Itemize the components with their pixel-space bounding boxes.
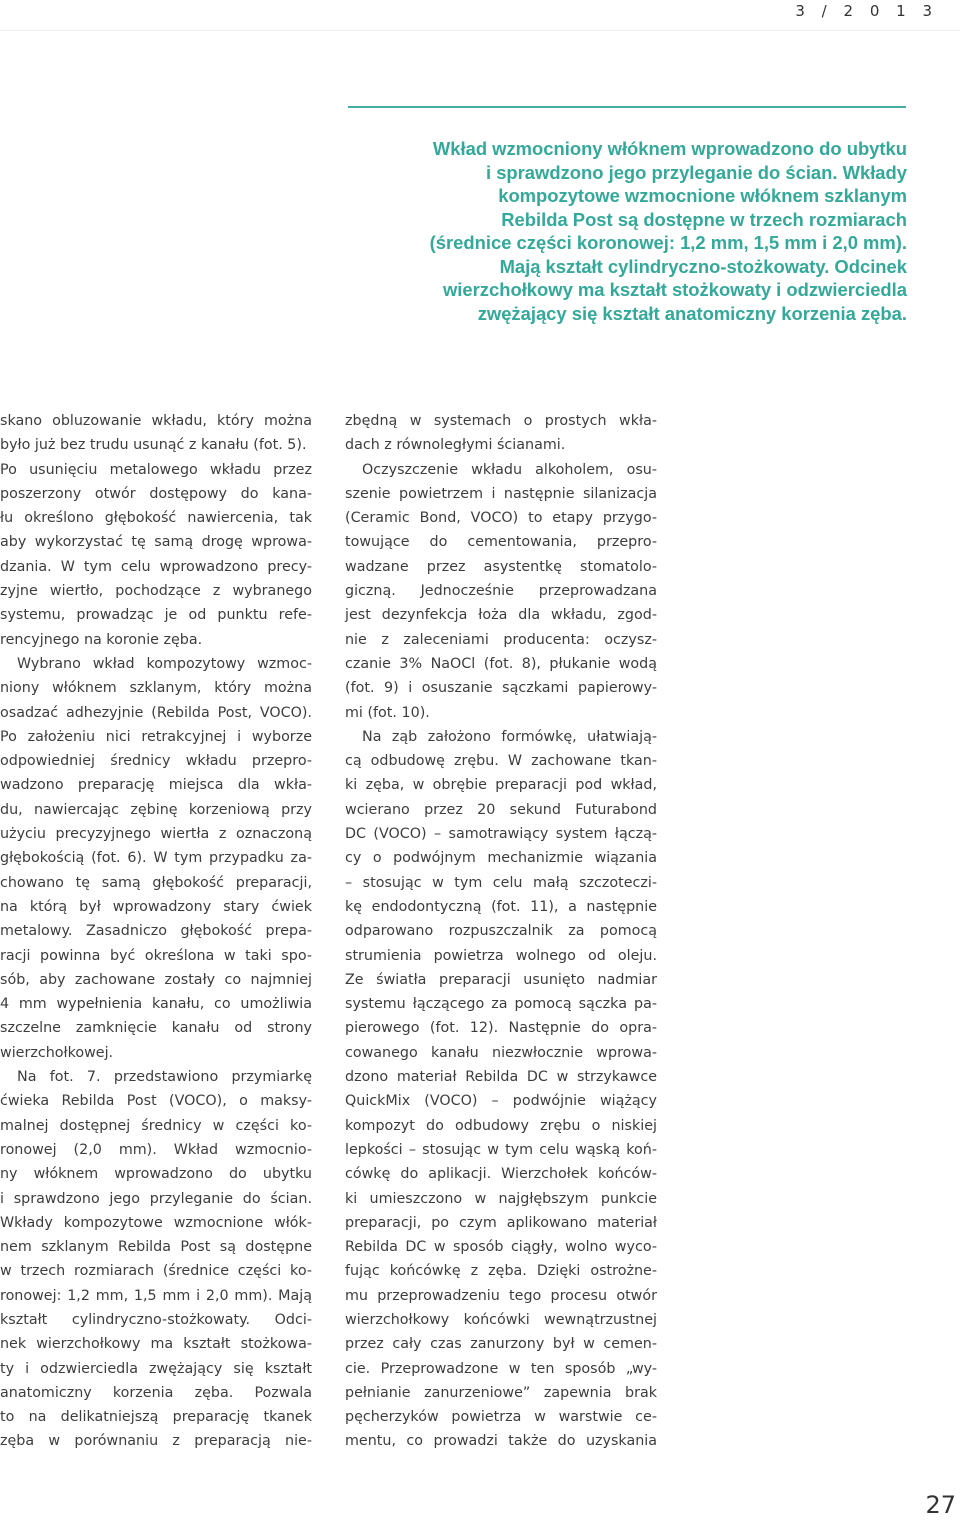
text-line: w trzech rozmiarach (średnice części ko-: [0, 1263, 312, 1280]
text-line: Wybrano wkład kompozytowy wzmoc-: [17, 655, 312, 672]
text-line: pęcherzyków powietrza w warstwie ce-: [345, 1409, 657, 1426]
text-line: Na fot. 7. przedstawiono przymiarkę: [17, 1069, 312, 1086]
text-line: cie. Przeprowadzone w ten sposób „wy-: [345, 1360, 657, 1377]
text-line: (fot. 9) i osuszanie sączkami papierowy-: [345, 680, 657, 697]
text-line: Po usunięciu metalowego wkładu przez: [0, 461, 312, 478]
text-line: ronowej (2,0 mm). Wkład wzmocnio-: [0, 1141, 312, 1158]
text-line: towujące do cementowania, przepro-: [345, 534, 657, 551]
text-line: cówkę do aplikacji. Wierzchołek końców-: [345, 1166, 657, 1183]
page-number: 27: [925, 1491, 956, 1519]
pullquote-line: i sprawdzono jego przyleganie do ścian. Wkłady: [485, 161, 907, 183]
text-line: kształt cylindryczno-stożkowaty. Odci-: [0, 1311, 312, 1328]
text-line: sób, aby zachowane zostały co najmniej: [0, 971, 312, 988]
pullquote-line: wierzchołkowy ma kształt stożkowaty i odzwierciedla: [443, 279, 907, 300]
text-line: wadzane przez asystentkę stomatolo-: [345, 558, 657, 575]
text-line: zęba w porównaniu z preparacją nie-: [0, 1433, 312, 1450]
text-line: wadzono preparację miejsca dla wkła-: [0, 777, 312, 794]
text-line: aby wykorzystać tę samą drogę wprowa-: [0, 534, 312, 551]
text-line: kę endodontyczną (fot. 11), a następnie: [345, 898, 657, 915]
text-line: dzania. W tym celu wprowadzono precy-: [0, 558, 312, 575]
text-line: mi (fot. 10).: [345, 704, 430, 721]
text-line: – stosując w tym celu małą szczoteczi-: [345, 874, 657, 891]
text-line: dzono materiał Rebilda DC w strzykawce: [345, 1069, 657, 1086]
text-line: przez cały czas zanurzony był w cemen-: [345, 1336, 657, 1353]
text-line: szenie powietrzem i następnie silanizacja: [345, 485, 657, 502]
body-column-right: [345, 409, 657, 1454]
text-line: du, nawiercając zębinę korzeniową przy: [0, 801, 312, 818]
text-line: mentu, co prowadzi także do uzyskania: [345, 1433, 657, 1450]
text-line: ki umieszczono w najgłębszym punkcie: [345, 1190, 657, 1207]
pullquote-line: Rebilda Post są dostępne w trzech rozmiarach: [501, 208, 907, 230]
text-line: fując końcówkę z zęba. Dzięki ostrożne-: [345, 1263, 657, 1280]
text-line: mu przeprowadzeniu tego procesu otwór: [345, 1287, 657, 1304]
text-line: Na ząb założono formówkę, ułatwiają-: [362, 728, 657, 745]
text-line: osadzać adhezyjnie (Rebilda Post, VOCO).: [0, 704, 312, 721]
body-column-left: [0, 409, 312, 1454]
text-line: było już bez trudu usunąć z kanału (fot. 5).: [0, 437, 307, 454]
text-line: pierowego (fot. 12). Następnie do opra-: [345, 1020, 657, 1037]
text-line: 4 mm wypełnienia kanału, co umożliwia: [0, 996, 312, 1013]
text-line: jest dezynfekcja łoża dla wkładu, zgod-: [345, 607, 657, 624]
pullquote-line: Mają kształt cylindryczno-stożkowaty. Odcinek: [499, 255, 907, 277]
text-line: ki zęba, w obrębie preparacji pod wkład,: [345, 777, 657, 794]
text-line: rencyjnego na koronie zęba.: [0, 631, 203, 648]
text-line: użyciu precyzyjnego wiertła z oznaczoną: [0, 826, 312, 843]
text-line: ty i odzwierciedla zwężający się kształt: [0, 1360, 312, 1377]
text-line: Ze światła preparacji usunięto nadmiar: [345, 971, 657, 988]
text-line: i sprawdzono jego przyleganie do ścian.: [0, 1190, 312, 1207]
text-line: niony włóknem szklanym, który można: [0, 680, 312, 697]
text-line: racji powinna być określona w taki spo-: [0, 947, 312, 964]
text-line: ny włóknem wprowadzono do ubytku: [0, 1166, 312, 1183]
pullquote-line: kompozytowe wzmocnione włóknem szklanym: [498, 185, 907, 206]
text-line: nem szklanym Rebilda Post są dostępne: [0, 1239, 312, 1256]
text-line: ronowej: 1,2 mm, 1,5 mm i 2,0 mm). Mają: [0, 1287, 312, 1304]
text-line: metalowy. Zasadniczo głębokość prepa-: [0, 923, 312, 940]
text-line: (Ceramic Bond, VOCO) to etapy przygo-: [345, 510, 657, 527]
text-line: głębokością (fot. 6). W tym przypadku za-: [0, 850, 312, 867]
text-line: skano obluzowanie wkładu, który można: [0, 413, 312, 429]
text-line: nie z zaleceniami producenta: oczysz-: [345, 631, 657, 648]
text-line: DC (VOCO) – samotrawiący system łączą-: [345, 826, 657, 843]
text-line: Oczyszczenie wkładu alkoholem, osu-: [362, 461, 657, 478]
pullquote: [360, 137, 907, 325]
text-line: Po założeniu nici retrakcyjnej i wyborze: [0, 728, 312, 745]
text-line: poszerzony otwór dostępowy do kana-: [0, 485, 312, 502]
text-line: systemu łączącego za pomocą sączka pa-: [345, 996, 657, 1013]
text-line: systemu, prowadząc je od punktu refe-: [0, 607, 312, 624]
issue-number: 3 / 2 0 1 3: [795, 2, 938, 20]
text-line: ćwieka Rebilda Post (VOCO), o maksy-: [0, 1093, 312, 1110]
text-line: szczelne zamknięcie kanału od strony: [0, 1020, 312, 1037]
text-line: chowano tę samą głębokość preparacji,: [0, 874, 312, 891]
text-line: to na delikatniejszą preparację tkanek: [0, 1409, 312, 1426]
text-line: zbędną w systemach o prostych wkła-: [345, 413, 657, 429]
text-line: wcierano przez 20 sekund Futurabond: [345, 801, 657, 818]
text-line: malnej dostępnej średnicy w części ko-: [0, 1117, 312, 1134]
pullquote-rule: [348, 106, 906, 108]
pullquote-line: (średnice części koronowej: 1,2 mm, 1,5 mm i 2,0 mm).: [429, 232, 907, 253]
text-line: cy o podwójnym mechanizmie wiązania: [345, 850, 657, 867]
text-line: czanie 3% NaOCl (fot. 8), płukanie wodą: [345, 655, 657, 672]
text-line: łu określono głębokość nawiercenia, tak: [0, 510, 312, 527]
text-line: cowanego kanału niezwłocznie wprowa-: [345, 1044, 657, 1061]
text-line: wierzchołkowej.: [0, 1044, 114, 1061]
text-line: na którą był wprowadzony stary ćwiek: [0, 898, 312, 915]
text-line: cą odbudowę zrębu. W zachowane tkan-: [345, 753, 657, 770]
text-line: kompozyt do odbudowy zrębu o niskiej: [345, 1117, 657, 1134]
text-line: pełnianie zanurzeniowe” zapewnia brak: [345, 1384, 657, 1401]
text-line: nek wierzchołkowy ma kształt stożkowa-: [0, 1336, 312, 1353]
pullquote-line: zwężający się kształt anatomiczny korzenia zęba.: [477, 302, 907, 324]
text-line: dach z równoległymi ścianami.: [345, 437, 566, 454]
text-line: strumienia powietrza wolnego od oleju.: [345, 947, 657, 964]
pullquote-line: Wkład wzmocniony włóknem wprowadzono do ubytku: [432, 138, 907, 159]
text-line: Wkłady kompozytowe wzmocnione włók-: [0, 1214, 312, 1231]
text-line: Rebilda DC w sposób ciągły, wolno wyco-: [345, 1239, 657, 1256]
text-line: odparowano rozpuszczalnik za pomocą: [345, 923, 657, 940]
text-line: zyjne wiertło, pochodzące z wybranego: [0, 583, 312, 600]
text-line: lepkości – stosując w tym celu wąską koń-: [345, 1141, 657, 1158]
text-line: QuickMix (VOCO) – podwójnie wiążący: [345, 1093, 657, 1110]
text-line: preparacji, po czym aplikowano materiał: [345, 1214, 657, 1231]
text-line: wierzchołkowy końcówki wewnątrzustnej: [345, 1311, 657, 1328]
text-line: odpowiedniej średnicy wkładu przepro-: [0, 753, 312, 770]
text-line: giczną. Jednocześnie przeprowadzana: [345, 583, 657, 600]
header-rule: [0, 30, 960, 31]
text-line: anatomiczny korzenia zęba. Pozwala: [0, 1384, 312, 1401]
